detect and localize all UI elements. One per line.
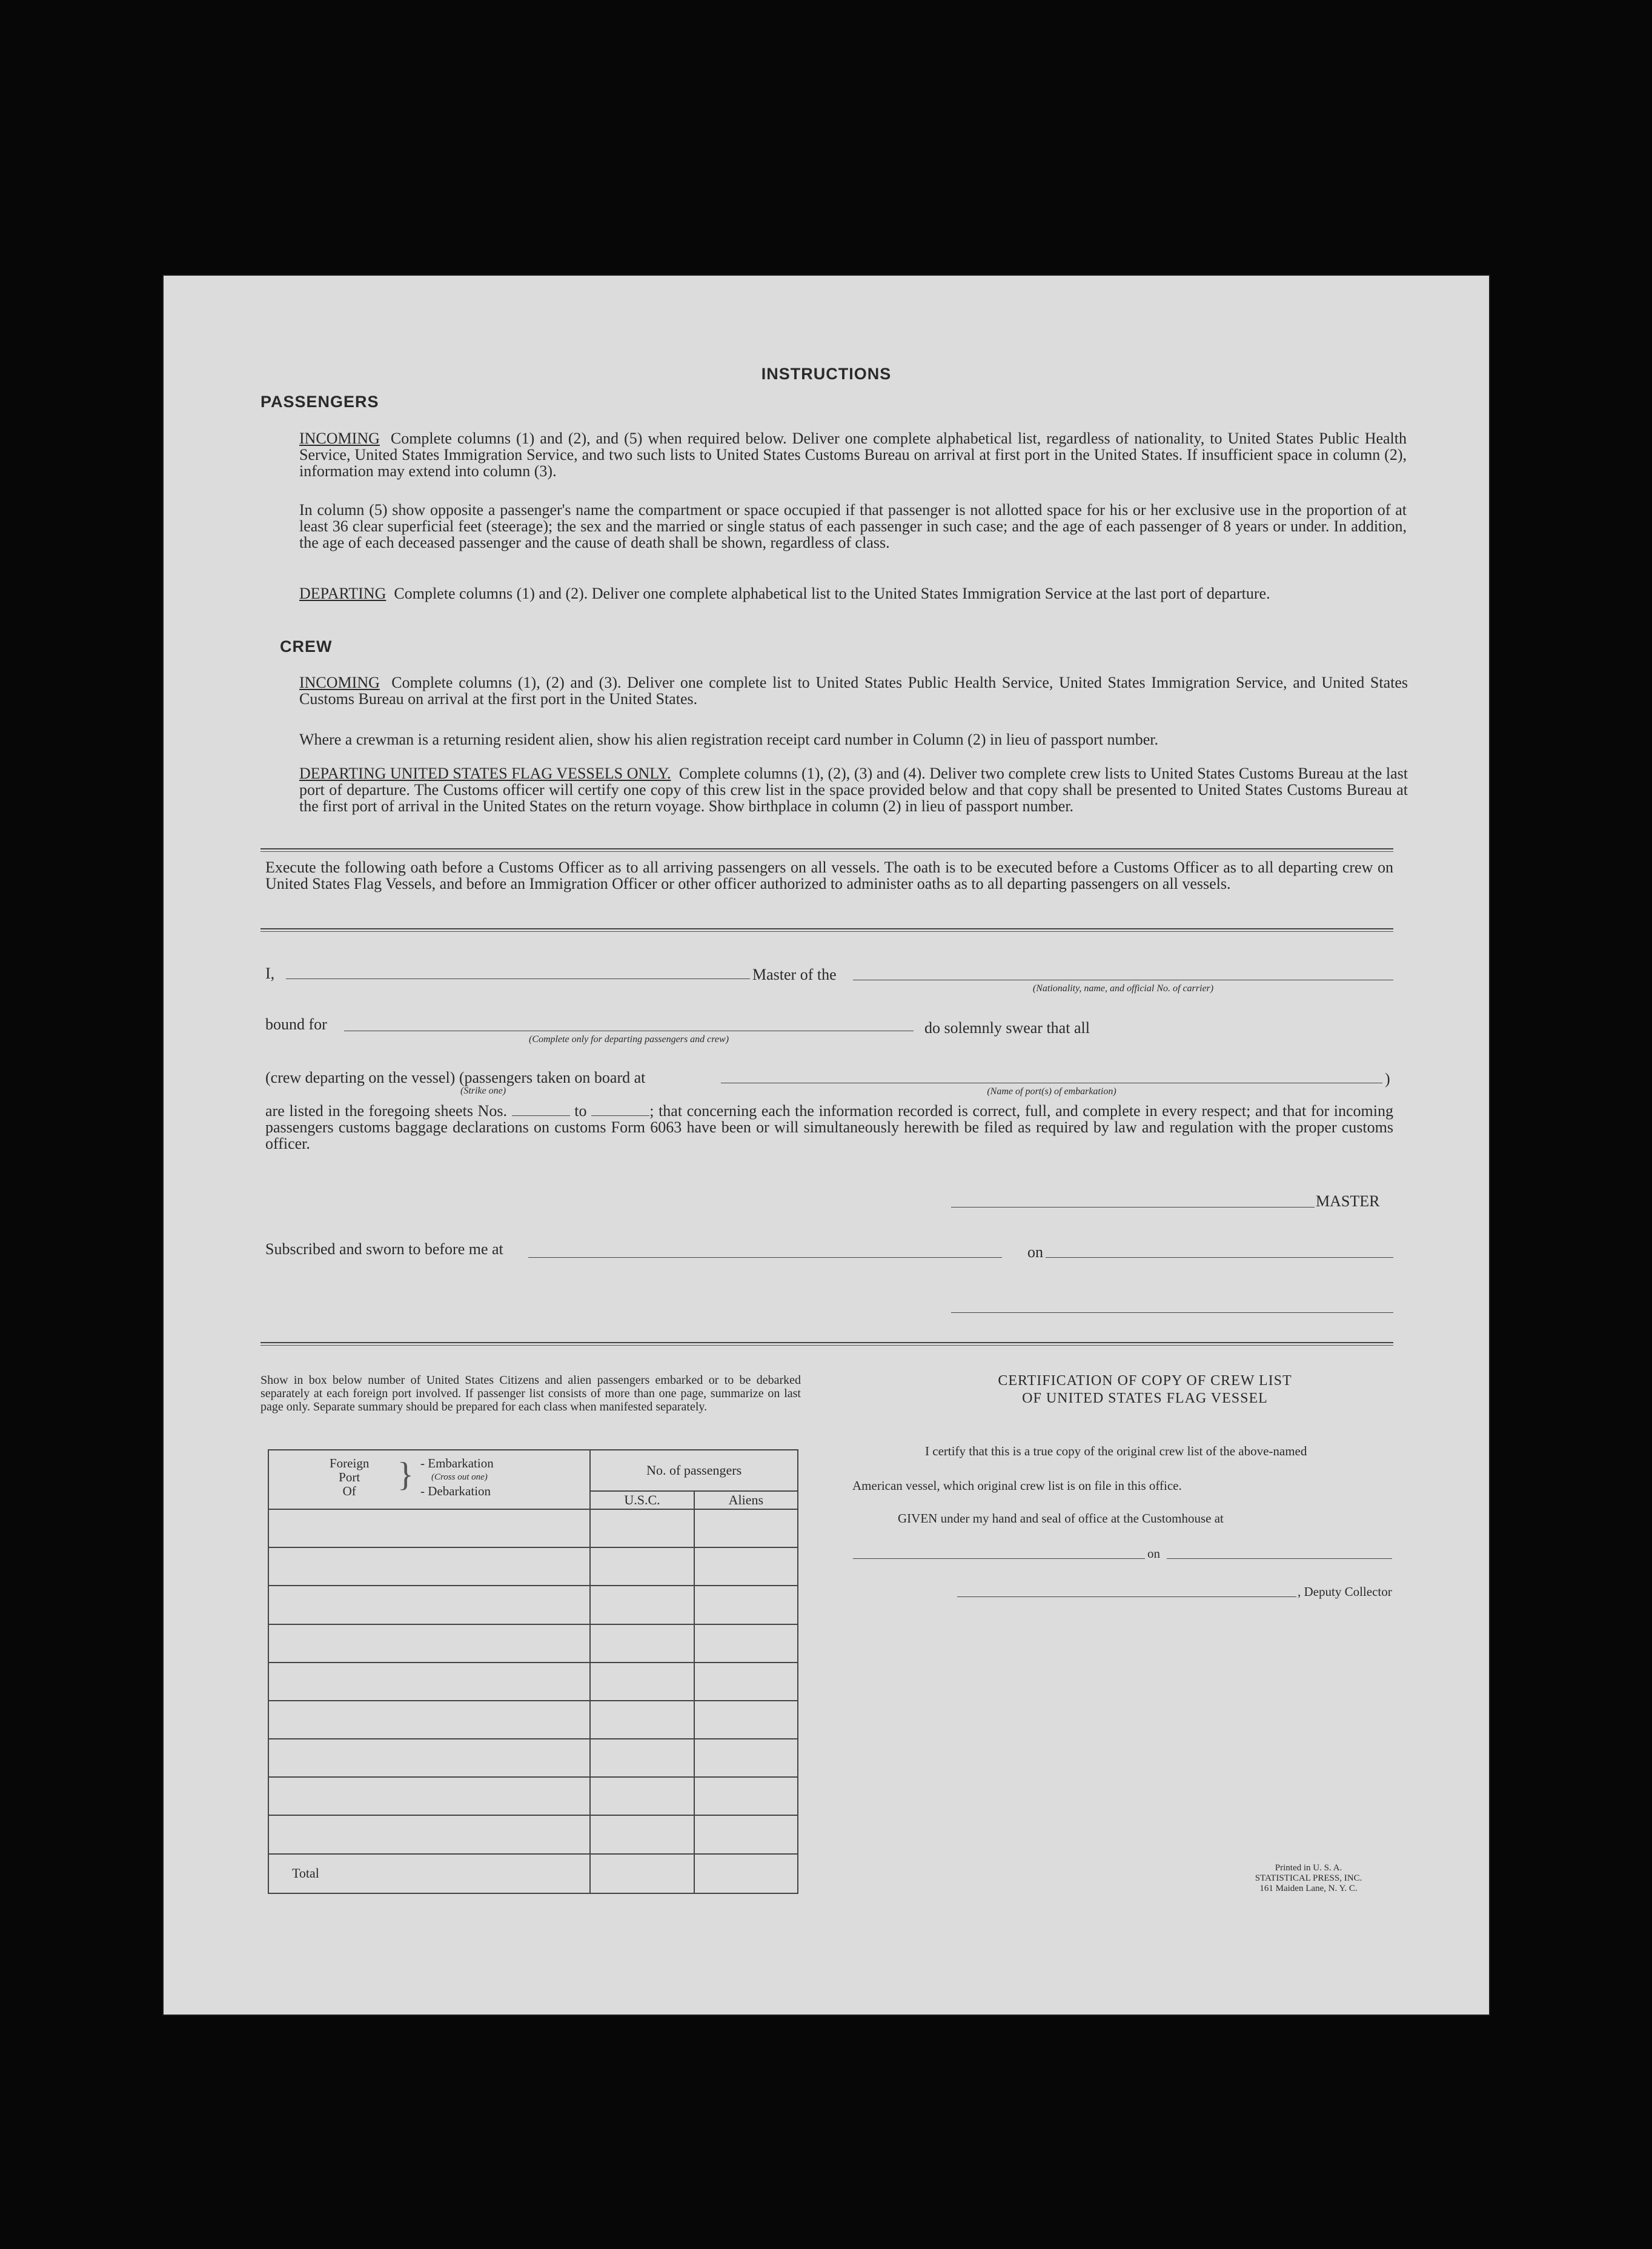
foreign-port-of: [330, 1457, 369, 1498]
aliens-cell[interactable]: [694, 1586, 798, 1624]
embark-debark: [420, 1457, 494, 1498]
subscribed-date-field[interactable]: [1046, 1257, 1393, 1258]
port-cell[interactable]: [268, 1777, 590, 1815]
aliens-cell[interactable]: [694, 1509, 798, 1547]
incoming-label: INCOMING: [299, 430, 380, 447]
brace-icon: }: [397, 1456, 414, 1493]
carrier-hint: (Nationality, name, and official No. of carrier): [1032, 983, 1214, 994]
port-cell[interactable]: [268, 1509, 590, 1547]
master-of-the-label: Master of the: [752, 966, 837, 983]
american-text: American vessel, which original crew list is on file in this office.: [852, 1478, 1182, 1493]
aliens-cell[interactable]: [694, 1547, 798, 1586]
aliens-cell[interactable]: [694, 1739, 798, 1777]
printer-line3: 161 Maiden Lane, N. Y. C.: [1259, 1884, 1358, 1893]
of-label: Of: [342, 1484, 356, 1498]
usc-cell[interactable]: [590, 1509, 694, 1547]
incoming-text: Complete columns (1) and (2), and (5) when required below. Deliver one complete alphabetical list, regardless of nationality, to United States Public Health Service, United States Immigration Service, and two such lists to United States Customs Bureau on arrival at first port in the United States. If insufficient space in column (2), information may extend into column (3).: [299, 430, 1407, 480]
crew-departing-paragraph: [299, 765, 1408, 814]
usc-cell[interactable]: [590, 1586, 694, 1624]
aliens-header: Aliens: [694, 1491, 798, 1510]
sheets-paragraph: [265, 1103, 1393, 1152]
usc-cell[interactable]: [590, 1547, 694, 1586]
usc-header: U.S.C.: [590, 1491, 694, 1510]
aliens-cell[interactable]: [694, 1701, 798, 1739]
printer-imprint: [1187, 1863, 1430, 1894]
master-name-field[interactable]: [286, 978, 750, 979]
foreign-label: Foreign: [330, 1456, 370, 1470]
crew-departing-label: DEPARTING UNITED STATES FLAG VESSELS ONLY.: [299, 765, 671, 782]
usc-cell[interactable]: [590, 1663, 694, 1701]
port-cell[interactable]: [268, 1624, 590, 1663]
crew-heading: CREW: [280, 637, 333, 656]
given-text: GIVEN under my hand and seal of office at the Customhouse at: [898, 1511, 1224, 1526]
officer-signature-field[interactable]: [951, 1312, 1393, 1313]
bound-for-label: bound for: [265, 1015, 327, 1033]
close-paren: ): [1385, 1070, 1390, 1088]
customhouse-field[interactable]: [853, 1558, 1145, 1559]
aliens-total-cell[interactable]: [694, 1854, 798, 1893]
crew-passengers-label: (crew departing on the vessel) (passengers taken on board at: [265, 1069, 646, 1086]
oath-i-label: I,: [265, 965, 275, 982]
port-cell[interactable]: [268, 1701, 590, 1739]
port-label: Port: [339, 1470, 360, 1484]
subscribed-place-field[interactable]: [528, 1257, 1002, 1258]
master-label: MASTER: [1316, 1192, 1380, 1210]
crew-incoming-text: Complete columns (1), (2) and (3). Deliver one complete list to United States Public Health Service, United States Immigration Service, and United States Customs Bureau on arrival at the first port in the United States.: [299, 674, 1408, 708]
sheets-to: to: [574, 1102, 587, 1120]
certification-title-line1: CERTIFICATION OF COPY OF CREW LIST: [998, 1373, 1292, 1389]
passengers-incoming-paragraph: [299, 430, 1407, 479]
crew-departing-text: Complete columns (1), (2), (3) and (4). Deliver two complete crew lists to United States Customs Bureau at the last port of departure. The Customs officer will certify one copy of this crew list in the space provided below and that copy shall be presented to United States Customs Bureau at the first port of arrival in the United States on the return voyage. Show birthplace in column (2) in lieu of passport number.: [299, 765, 1408, 815]
cert-on-label: on: [1147, 1546, 1160, 1561]
printer-line1: Printed in U. S. A.: [1275, 1863, 1342, 1873]
certify-text: I certify that this is a true copy of the original crew list of the above-named: [925, 1444, 1307, 1458]
embarkation-port-hint: (Name of port(s) of embarkation): [987, 1086, 1116, 1097]
printer-line2: STATISTICAL PRESS, INC.: [1255, 1873, 1362, 1883]
total-label: Total: [268, 1854, 590, 1893]
oath-divider-thin: [260, 931, 1393, 932]
certification-title-line2: OF UNITED STATES FLAG VESSEL: [1022, 1390, 1268, 1406]
solemnly-swear-label: do solemnly swear that all: [924, 1019, 1090, 1037]
cross-out-hint: (Cross out one): [431, 1472, 488, 1482]
no-of-passengers-header: No. of passengers: [590, 1450, 798, 1491]
sheets-start: are listed in the foregoing sheets Nos.: [265, 1102, 507, 1120]
passenger-summary-table: [268, 1449, 798, 1894]
crew-incoming-label: INCOMING: [299, 674, 380, 691]
subscribed-label: Subscribed and sworn to before me at: [265, 1240, 503, 1258]
usc-cell[interactable]: [590, 1624, 694, 1663]
port-cell[interactable]: [268, 1663, 590, 1701]
usc-cell[interactable]: [590, 1739, 694, 1777]
port-cell[interactable]: [268, 1547, 590, 1586]
certification-title: [903, 1372, 1387, 1407]
subscribed-on-label: on: [1027, 1243, 1043, 1261]
sheet-from-field[interactable]: [512, 1105, 570, 1116]
section-divider: [260, 848, 1393, 849]
usc-cell[interactable]: [590, 1777, 694, 1815]
deputy-signature-field[interactable]: [957, 1596, 1296, 1597]
aliens-cell[interactable]: [694, 1815, 798, 1853]
master-signature-field[interactable]: [951, 1207, 1315, 1208]
sheet-to-field[interactable]: [591, 1105, 649, 1116]
column5-paragraph: In column (5) show opposite a passenger's name the compartment or space occupied if that passenger is not allotted space for his or her exclusive use in the proportion of at least 36 clear superficial feet (steerage); the sex and the married or single status of each passenger in such case; and the age of each passenger of 8 years or under. In addition, the age of each deceased passenger and the cause of death shall be shown, regardless of class.: [299, 501, 1407, 551]
usc-cell[interactable]: [590, 1815, 694, 1853]
form-page: [164, 276, 1489, 2015]
port-header-cell: [268, 1450, 590, 1509]
bottom-divider: [260, 1342, 1393, 1343]
section-divider-thin: [260, 851, 1393, 852]
port-cell[interactable]: [268, 1739, 590, 1777]
embarkation-label: - Embarkation: [420, 1456, 494, 1470]
instructions-title: INSTRUCTIONS: [761, 365, 892, 383]
departing-label: DEPARTING: [299, 585, 386, 602]
oath-divider: [260, 928, 1393, 929]
crewman-paragraph: Where a crewman is a returning resident alien, show his alien registration receipt card number in Column (2) in lieu of passport number.: [299, 731, 1159, 748]
departing-text: Complete columns (1) and (2). Deliver one complete alphabetical list to the United States Immigration Service at the last port of departure.: [394, 585, 1270, 602]
port-cell[interactable]: [268, 1586, 590, 1624]
bound-for-hint: (Complete only for departing passengers and crew): [528, 1034, 729, 1045]
passengers-heading: PASSENGERS: [260, 393, 379, 411]
sheets-rest: ; that concerning each the information recorded is correct, full, and complete in every respect; and that for incoming passengers customs baggage declarations on customs Form 6063 have been or will simultaneously herewith be filed as required by law and regulation with the proper customs officer.: [265, 1102, 1393, 1152]
passengers-departing-paragraph: [299, 585, 1407, 602]
summary-note: Show in box below number of United States Citizens and alien passengers embarked or to be debarked separately at each foreign port involved. If passenger list consists of more than one page, summarize on last page only. Separate summary should be prepared for each class when manifested separately.: [260, 1374, 801, 1414]
oath-intro: Execute the following oath before a Customs Officer as to all arriving passengers on all vessels. The oath is to be executed before a Customs Officer as to all departing crew on United States Flag Vessels, and before an Immigration Officer or other officer authorized to administer oaths as to all departing passengers on all vessels.: [265, 859, 1393, 892]
debarkation-label: - Debarkation: [420, 1484, 491, 1498]
deputy-collector-label: , Deputy Collector: [1298, 1584, 1392, 1599]
usc-cell[interactable]: [590, 1701, 694, 1739]
aliens-cell[interactable]: [694, 1624, 798, 1663]
aliens-cell[interactable]: [694, 1663, 798, 1701]
aliens-cell[interactable]: [694, 1777, 798, 1815]
cert-date-field[interactable]: [1167, 1558, 1392, 1559]
port-cell[interactable]: [268, 1815, 590, 1853]
strike-one-hint: (Strike one): [460, 1086, 506, 1096]
bottom-divider-thin: [260, 1345, 1393, 1346]
usc-total-cell[interactable]: [590, 1854, 694, 1893]
crew-incoming-paragraph: [299, 674, 1408, 707]
